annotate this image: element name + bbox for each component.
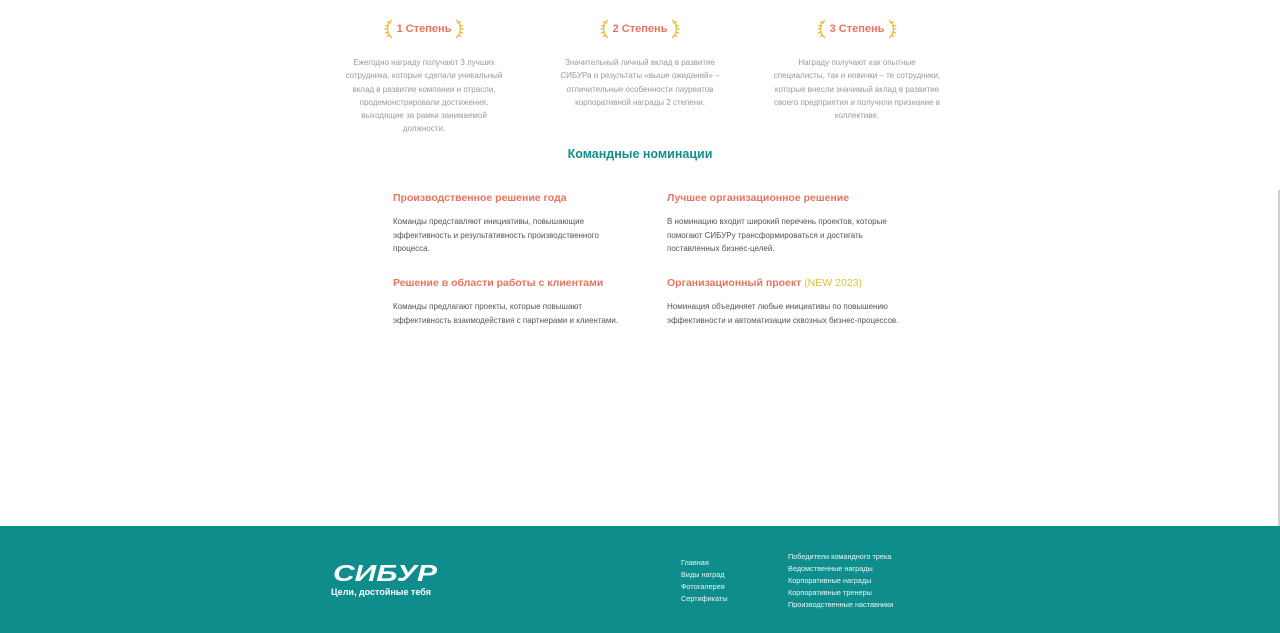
- degree-3: [747, 18, 967, 122]
- degree-title-text: 1 Степень: [396, 23, 452, 35]
- laurel-left-icon: [817, 19, 827, 39]
- nomination-title: [667, 276, 907, 290]
- degree-title-text: 3 Степень: [829, 23, 885, 35]
- degree-description: Ежегодно награду получают 3 лучших сотрудника, которые сделали уникальный вклад в развитие компании и отрасли, продемонстрировали достижения, выходящие за рамки занимаемой должности.: [345, 58, 503, 134]
- degree-title: [817, 18, 898, 40]
- footer-link-home[interactable]: Главная: [681, 558, 709, 567]
- sibur-logo[interactable]: [331, 562, 439, 589]
- degree-2: [530, 18, 750, 109]
- footer-link-gallery[interactable]: Фотогалерея: [681, 582, 725, 591]
- degree-title-text: 2 Степень: [612, 23, 668, 35]
- laurel-right-icon: [454, 19, 464, 39]
- nomination-title-text: Организационный проект: [667, 277, 802, 289]
- nomination-title: Лучшее организационное решение: [667, 192, 850, 204]
- footer: [0, 526, 1280, 633]
- nomination-description: Команды представляют инициативы, повышающие эффективность и результативность производственного процесса.: [393, 217, 599, 254]
- footer-link-team-winners[interactable]: Победители командного трека: [788, 552, 892, 561]
- footer-link-production-mentors[interactable]: Производственные наставники: [788, 600, 894, 609]
- nomination-description: Команды предлагают проекты, которые повышают эффективность взаимодействия с партнерами и клиентами.: [393, 302, 619, 325]
- nomination-title: Решение в области работы с клиентами: [393, 277, 604, 289]
- laurel-right-icon: [670, 19, 680, 39]
- nomination-organizational-project: [667, 276, 907, 327]
- degree-description: Награду получают как опытные специалисты, так и новички – те сотрудники, которые внесли значимый вклад в развитие своего предприятия и получили признание в коллективе.: [773, 58, 941, 121]
- degree-title: [384, 18, 465, 40]
- footer-link-corporate-awards[interactable]: Корпоративные награды: [788, 576, 872, 585]
- footer-link-award-types[interactable]: Виды наград: [681, 570, 725, 579]
- footer-nav-secondary: [788, 551, 893, 611]
- footer-nav-primary: [681, 557, 728, 605]
- sibur-logo-text: СИБУР: [333, 562, 438, 584]
- nomination-description: Номинация объединяет любые инициативы по повышению эффективности и автоматизации сквозных бизнес-процессов.: [667, 302, 899, 325]
- nomination-description: В номинацию входит широкий перечень проектов, которые помогают СИБУРу трансформироваться и достигать поставленных бизнес-целей.: [667, 217, 887, 254]
- nomination-production-solution: [393, 191, 633, 256]
- degree-1: [314, 18, 534, 136]
- new-badge: (NEW 2023): [804, 277, 862, 289]
- nomination-client-solution: [393, 276, 633, 327]
- nomination-title: Производственное решение года: [393, 192, 567, 204]
- footer-link-departmental-awards[interactable]: Ведомственные награды: [788, 564, 873, 573]
- laurel-right-icon: [887, 19, 897, 39]
- degree-description: Значительный личный вклад в развитие СИБУРа и результаты «выше ожиданий» – отличительные особенности лауреатов корпоративной награды 2 степени.: [560, 58, 720, 107]
- laurel-left-icon: [600, 19, 610, 39]
- footer-slogan: Цели, достойные тебя: [331, 587, 431, 597]
- footer-link-corporate-trainers[interactable]: Корпоративные тренеры: [788, 588, 872, 597]
- nomination-organizational-solution: [667, 191, 907, 256]
- sibur-logo-icon: [331, 562, 439, 584]
- laurel-left-icon: [384, 19, 394, 39]
- degree-title: [600, 18, 681, 40]
- footer-link-certificates[interactable]: Сертификаты: [681, 594, 728, 603]
- team-nominations-heading: Командные номинации: [567, 147, 713, 161]
